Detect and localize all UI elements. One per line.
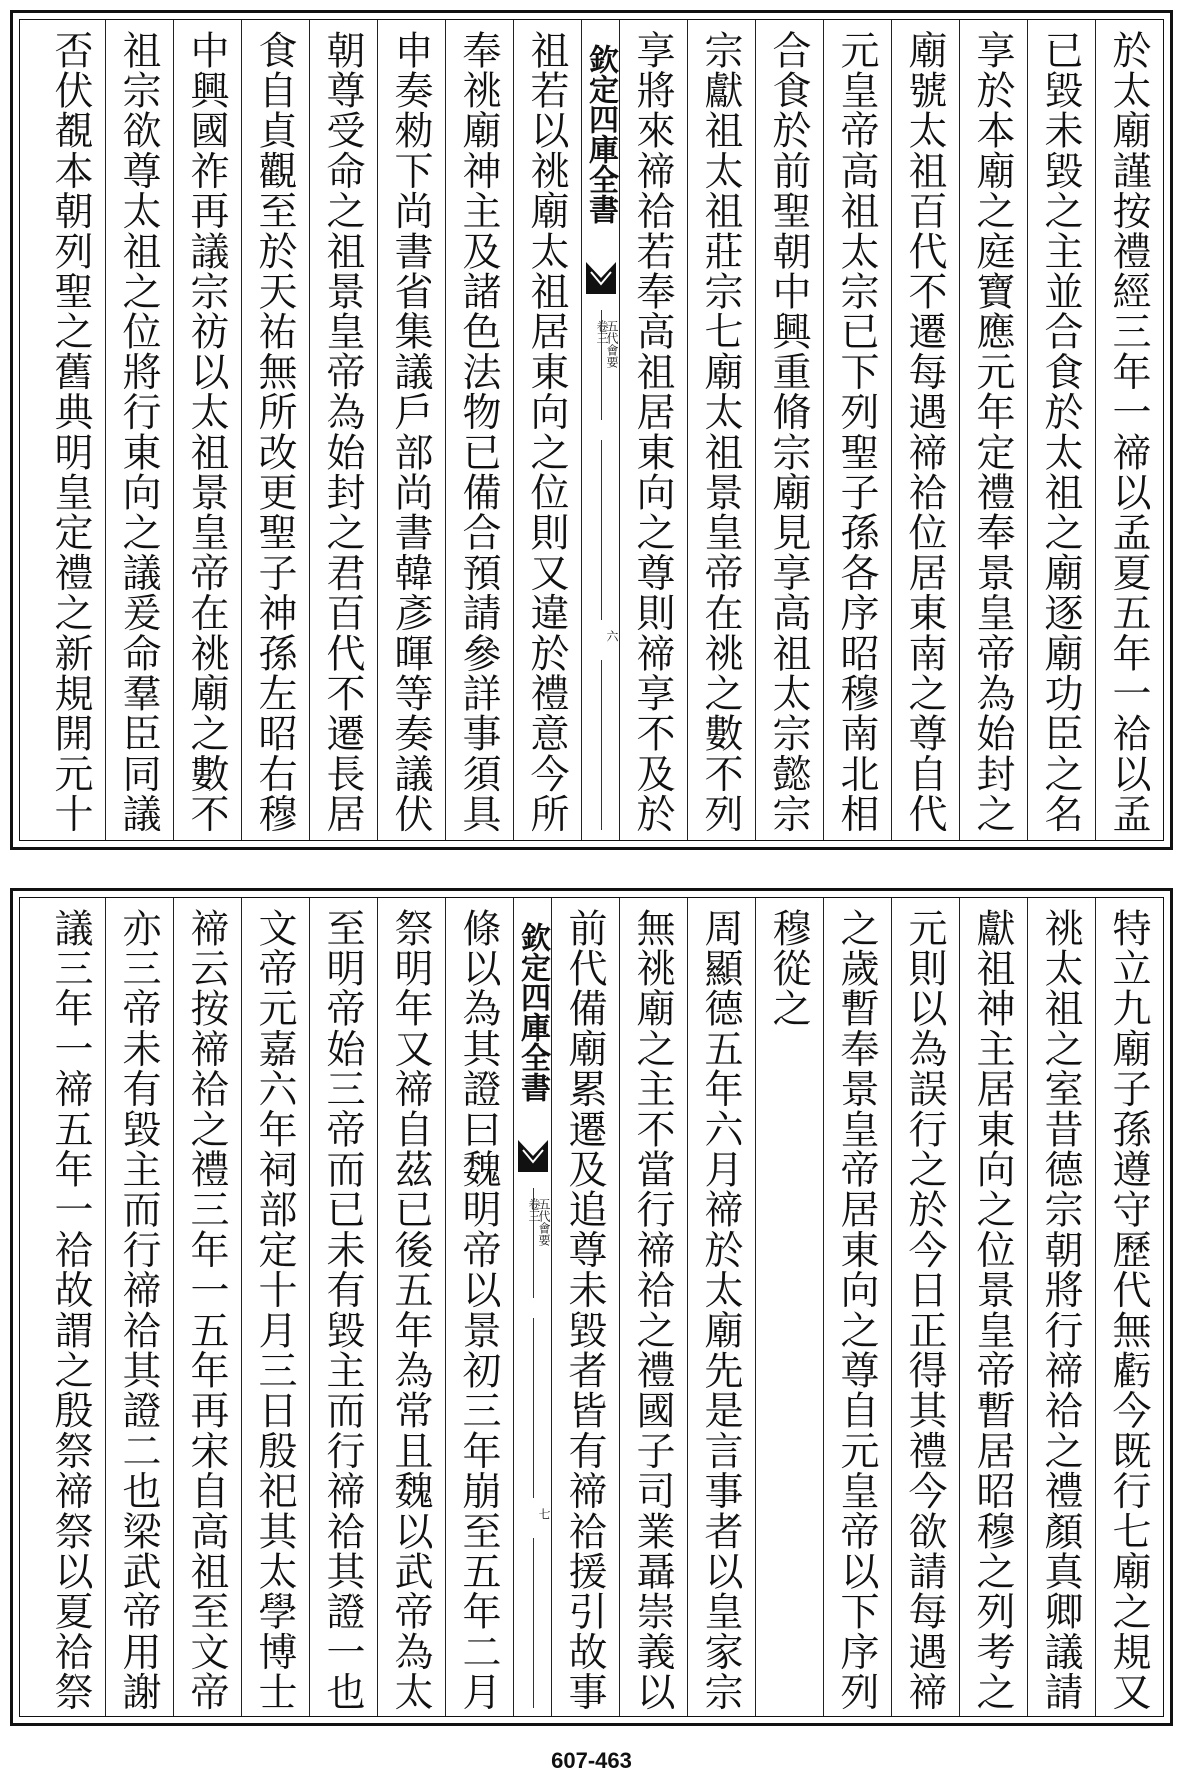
text-column xyxy=(619,20,687,840)
column-text: 前代備廟累遷及追尊未毀者皆有禘祫援引故事 xyxy=(562,908,607,1712)
text-column xyxy=(755,20,823,840)
column-text: 中興國祚再議宗祊以太祖景皇帝在祧廟之數不 xyxy=(184,30,229,834)
text-column xyxy=(551,898,619,1716)
column-text: 之歲暫奉景皇帝居東向之尊自元皇帝以下序列 xyxy=(834,908,879,1712)
column-text: 享於本廟之庭寶應元年定禮奉景皇帝為始封之 xyxy=(970,30,1015,834)
bottom-text-columns xyxy=(20,898,1163,1716)
text-column xyxy=(687,898,755,1716)
text-column xyxy=(241,898,309,1716)
text-column xyxy=(1027,898,1095,1716)
fishtail-mark-icon xyxy=(584,258,618,298)
column-text: 元則以為誤行之於今日正得其禮今欲請每遇禘 xyxy=(902,908,947,1712)
column-text: 祭明年又禘自茲已後五年為常且魏以武帝為太 xyxy=(388,908,433,1712)
text-column xyxy=(891,898,959,1716)
column-text: 周顯德五年六月禘於太廟先是言事者以皇家宗 xyxy=(698,908,743,1712)
top-page-frame xyxy=(19,19,1164,841)
center-fold-column xyxy=(513,898,551,1716)
column-text: 至明帝始三帝而已未有毀主而行禘祫其證一也 xyxy=(320,908,365,1712)
center-fold-column xyxy=(581,20,619,840)
text-column xyxy=(377,898,445,1716)
column-text: 朝尊受命之祖景皇帝為始封之君百代不遷長居 xyxy=(320,30,365,834)
text-column xyxy=(309,20,377,840)
top-text-columns xyxy=(20,20,1163,840)
text-column xyxy=(37,898,105,1716)
text-column xyxy=(105,20,173,840)
column-text: 亦三帝未有毀主而行禘祫其證二也梁武帝用謝 xyxy=(116,908,161,1712)
text-column xyxy=(959,898,1027,1716)
column-text: 廟號太祖百代不遷每遇禘祫位居東南之尊自代 xyxy=(902,30,947,834)
collection-banner: 欽定四庫全書 xyxy=(583,44,618,224)
column-text: 獻祖神主居東向之位景皇帝暫居昭穆之列考之 xyxy=(970,908,1015,1712)
fold-rule-bottom xyxy=(601,660,602,830)
book-title: 五代會要 xyxy=(537,1198,551,1246)
collection-banner: 欽定四庫全書 xyxy=(515,922,550,1102)
column-text: 穆從之 xyxy=(766,908,811,1029)
column-text: 議三年一禘五年一祫故謂之殷祭禘祭以夏祫祭 xyxy=(48,908,93,1712)
text-column xyxy=(687,20,755,840)
text-column xyxy=(1095,898,1163,1716)
page-number: 七 xyxy=(537,1508,551,1520)
text-column xyxy=(513,20,581,840)
text-column xyxy=(173,20,241,840)
text-column xyxy=(891,20,959,840)
page-number: 六 xyxy=(605,630,619,642)
column-text: 食自貞觀至於天祐無所改更聖子神孫左昭右穆 xyxy=(252,30,297,834)
column-text: 文帝元嘉六年祠部定十月三日殷祀其太學博士 xyxy=(252,908,297,1712)
column-text: 禘云按禘祫之禮三年一五年再宋自高祖至文帝 xyxy=(184,908,229,1712)
text-column xyxy=(105,898,173,1716)
column-text: 於太廟謹按禮經三年一禘以孟夏五年一祫以孟 xyxy=(1106,30,1151,834)
text-column xyxy=(619,898,687,1716)
volume-label: 卷三 xyxy=(595,320,609,344)
column-text: 合食於前聖朝中興重脩宗廟見享高祖太宗懿宗 xyxy=(766,30,811,834)
text-column xyxy=(445,20,513,840)
column-text: 特立九廟子孫遵守歷代無虧今既行七廟之規又 xyxy=(1106,908,1151,1712)
text-column xyxy=(377,20,445,840)
top-page-panel xyxy=(10,10,1173,850)
column-text: 宗獻祖太祖莊宗七廟太祖景皇帝在祧之數不列 xyxy=(698,30,743,834)
fold-rule-bottom xyxy=(533,1538,534,1708)
column-text: 已毀未毀之主並合食於太祖之廟逐廟功臣之名 xyxy=(1038,30,1083,834)
column-text: 否伏覩本朝列聖之舊典明皇定禮之新規開元十 xyxy=(48,30,93,834)
column-text: 無祧廟之主不當行禘祫之禮國子司業聶崇義以 xyxy=(630,908,675,1712)
text-column xyxy=(823,898,891,1716)
text-column xyxy=(1095,20,1163,840)
text-column xyxy=(959,20,1027,840)
column-text: 奉祧廟神主及諸色法物已備合預請參詳事須具 xyxy=(456,30,501,834)
column-text: 祖宗欲尊太祖之位將行東向之議爰命羣臣同議 xyxy=(116,30,161,834)
bottom-page-panel xyxy=(10,888,1173,1726)
text-column xyxy=(37,20,105,840)
text-column xyxy=(823,20,891,840)
fold-rule-lower xyxy=(533,1318,534,1498)
text-column xyxy=(241,20,309,840)
text-column xyxy=(445,898,513,1716)
text-column xyxy=(1027,20,1095,840)
text-column xyxy=(755,898,823,1716)
fishtail-mark-icon xyxy=(516,1136,550,1176)
column-text: 享將來禘祫若奉高祖居東向之尊則禘享不及於 xyxy=(630,30,675,834)
column-text: 申奏勑下尚書省集議戶部尚書韓彥暉等奏議伏 xyxy=(388,30,433,834)
column-text: 條以為其證曰魏明帝以景初三年崩至五年二月 xyxy=(456,908,501,1712)
book-title: 五代會要 xyxy=(605,320,619,368)
text-column xyxy=(173,898,241,1716)
column-text: 祧太祖之室昔德宗朝將行禘祫之禮顏真卿議請 xyxy=(1038,908,1083,1712)
bottom-page-frame xyxy=(19,897,1164,1717)
column-text: 元皇帝高祖太宗已下列聖子孫各序昭穆南北相 xyxy=(834,30,879,834)
page-code: 607-463 xyxy=(551,1748,632,1773)
text-column xyxy=(309,898,377,1716)
volume-label: 卷三 xyxy=(527,1198,541,1222)
column-text: 祖若以祧廟太祖居東向之位則又違於禮意今所 xyxy=(524,30,569,834)
fold-rule-lower xyxy=(601,440,602,620)
